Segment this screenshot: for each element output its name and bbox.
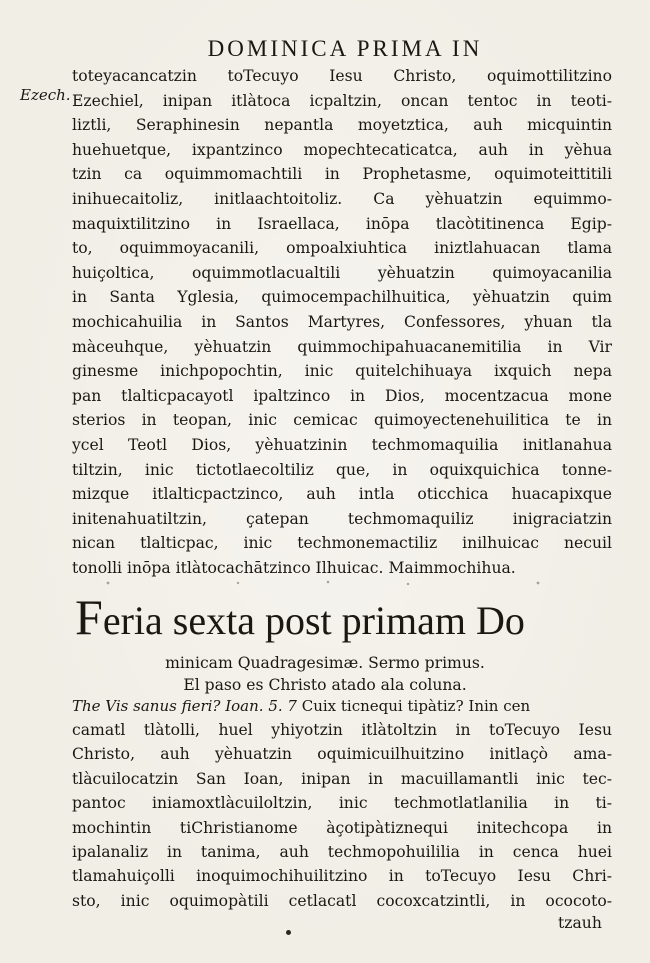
text-line: huiçoltica, oquimmotlacualtili yèhuatzin quimoyacanilia: [72, 263, 612, 282]
text-line: tonolli inōpa itlàtocachātzinco Ilhuicac. Maimmochihua.: [72, 558, 516, 577]
text-line: liztli, Seraphinesin nepantla moyetztica, auh micquintin: [72, 116, 612, 135]
incipit-line: [72, 694, 612, 718]
text-line: ycel Teotl Dios, yèhuatzinin techmomaquilia initlanahua: [72, 435, 612, 454]
text-line: to, oquimmoyacanili, ompoalxiuhtica iniztlahuacan tlama: [72, 239, 612, 258]
section-title-text: eria sexta post primam Do: [102, 598, 525, 643]
text-line: maquixtilitzino in Israellaca, inōpa tlacòtitinenca Egip-: [72, 214, 612, 233]
text-line: mizque itlalticpactzinco, auh intla oticchica huacapixque: [72, 485, 612, 504]
text-line: mochintin tiChristianome àçotipàtiznequi initechcopa in: [72, 818, 612, 837]
text-line: Christo, auh yèhuatzin oquimicuilhuitzino initlaçò ama-: [72, 745, 612, 764]
text-line: sto, inic oquimopàtili cetlacatl cocoxcatzintli, in ococoto-: [72, 891, 612, 910]
text-line: pan tlalticpacayotl ipaltzinco in Dios, mocentzacua mone: [72, 386, 612, 405]
text-line: pantoc iniamoxtlàcuiloltzin, inic techmotlatlanilia in ti-: [72, 794, 612, 813]
margin-note: Ezech.: [20, 86, 71, 104]
text-line: camatl tlàtolli, huel yhiyotzin itlàtoltzin in toTecuyo Iesu: [72, 721, 612, 739]
text-line: màceuhque, yèhuatzin quimmochipahuacanemitilia in Vir: [72, 337, 612, 356]
sermon-paragraph-2: [72, 718, 612, 913]
text-line: mochicahuilia in Santos Martyres, Confessores, yhuan tla: [72, 312, 612, 331]
section-subtitle: minicam Quadragesimæ. Sermo primus.: [165, 654, 485, 672]
text-line: Ezechiel, inipan itlàtoca icpaltzin, oncan tentoc in teoti-: [72, 91, 612, 110]
text-line: inihuecaitoliz, initlaachtoitoliz. Ca yèhuatzin equimmo-: [72, 189, 612, 208]
catchword: tzauh: [558, 914, 602, 932]
latin-incipit: The Vis sanus fieri? Ioan. 5. 7: [72, 697, 297, 715]
ornament-divider: [78, 578, 598, 588]
text-line: sterios in teopan, inic cemicac quimoyectenehuilitica te in: [72, 411, 612, 430]
sermon-paragraph-1: [72, 64, 612, 580]
text-line: huehuetque, ixpantzinco mopechtecaticatca, auh in yèhua: [72, 140, 612, 159]
incipit-text: Cuix ticnequi tipàtiz? Inin cen: [301, 697, 531, 715]
text-line: tiltzin, inic tictotlaecoltiliz que, in oquixquichica tonne-: [72, 460, 612, 479]
text-line: tlàcuilocatzin San Ioan, inipan in macuillamantli inic tec-: [72, 769, 612, 788]
text-line: ipalanaliz in tanima, auh techmopohuililia in cenca huei: [72, 842, 612, 861]
text-line: initenahuatiltzin, çatepan techmomaquiliz inigraciatzin: [72, 509, 612, 528]
text-line: nican tlalticpac, inic techmonemactiliz inilhuicac necuil: [72, 534, 612, 553]
section-title: [75, 591, 615, 647]
text-line: ginesme inichpopochtin, inic quitelchihuaya ixquich nepa: [72, 362, 612, 381]
section-subtitle: El paso es Christo atado ala coluna.: [183, 676, 467, 694]
section-title-initial: F: [75, 589, 103, 645]
running-head: DOMINICA PRIMA IN: [207, 36, 483, 61]
paper-speck: [286, 930, 291, 935]
text-line: in Santa Yglesia, quimocempachilhuitica, yèhuatzin quim: [72, 288, 612, 307]
text-line: tzin ca oquimmomachtili in Prophetasme, oquimoteittitili: [72, 165, 612, 184]
text-line: toteyacancatzin toTecuyo Iesu Christo, oquimottilitzino: [72, 67, 612, 85]
text-line: tlamahuiçolli inoquimochihuilitzino in toTecuyo Iesu Chri-: [72, 867, 612, 886]
